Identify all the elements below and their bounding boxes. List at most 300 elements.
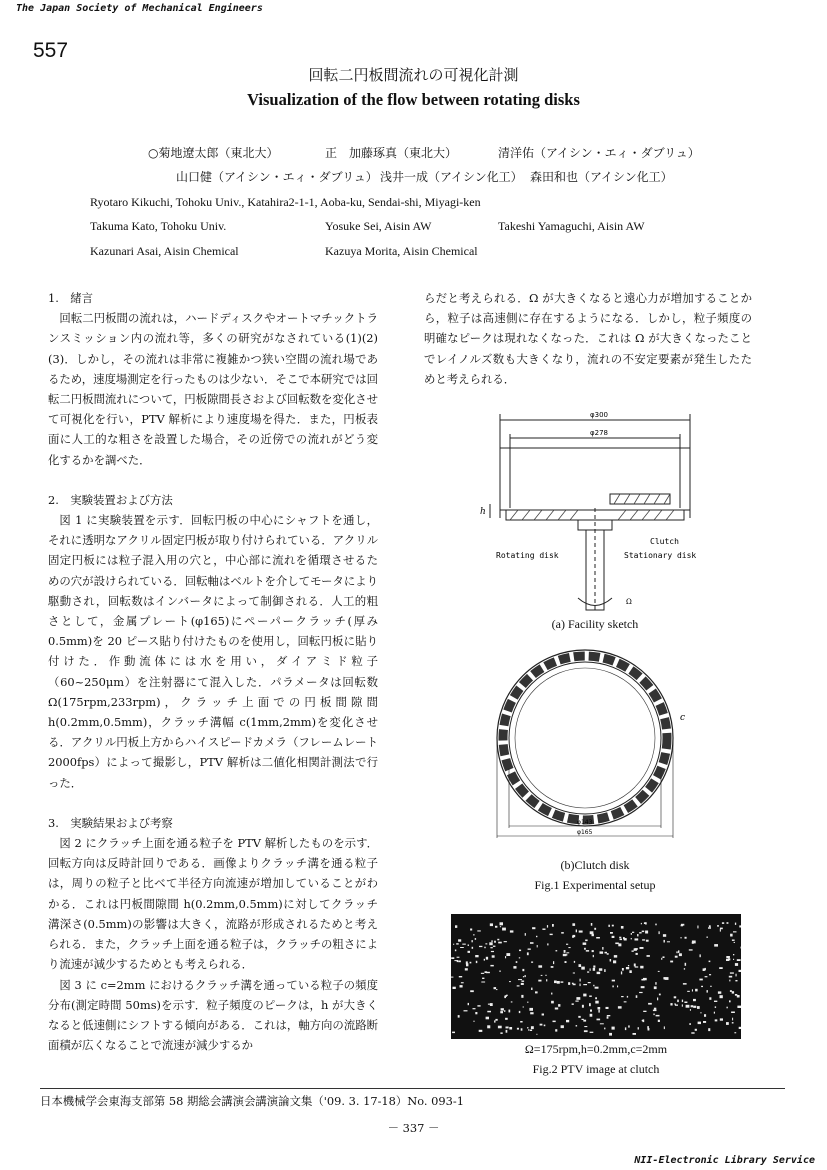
author-jp: 清洋佑（アイシン・エィ・ダブリュ） <box>498 146 700 160</box>
ptv-speckle <box>572 936 574 938</box>
author-en: Takuma Kato, Tohoku Univ. <box>90 219 227 233</box>
author-jp: 浅井一成（アイシン化工） <box>380 170 523 184</box>
ptv-speckle <box>642 1020 644 1021</box>
paper-id: 557 <box>33 39 69 62</box>
ptv-speckle <box>654 986 657 989</box>
ptv-speckle <box>572 983 574 984</box>
ptv-speckle <box>684 968 685 969</box>
ptv-speckle <box>596 937 600 939</box>
ptv-speckle <box>590 1032 594 1033</box>
author-en: Ryotaro Kikuchi, Tohoku Univ., Katahira2-1-1, Aoba-ku, Sendai-shi, Miyagi-ken <box>90 195 481 209</box>
ptv-speckle <box>639 992 643 993</box>
ptv-speckle <box>509 1010 511 1013</box>
ptv-speckle <box>726 1022 729 1025</box>
ptv-speckle <box>678 950 679 953</box>
ptv-speckle <box>558 1004 560 1007</box>
ptv-speckle <box>593 966 595 968</box>
ptv-speckle <box>566 954 567 956</box>
ptv-speckle <box>600 951 604 953</box>
ptv-speckle <box>689 949 693 950</box>
ptv-speckle <box>736 974 737 977</box>
ptv-speckle <box>568 947 570 948</box>
ptv-speckle <box>624 1001 627 1002</box>
ptv-speckle <box>470 929 472 931</box>
ptv-speckle <box>615 943 619 945</box>
ptv-speckle <box>595 987 599 989</box>
ptv-speckle <box>676 951 677 953</box>
ptv-speckle <box>486 957 488 960</box>
ptv-speckle <box>701 986 703 987</box>
ptv-speckle <box>531 988 532 990</box>
ptv-speckle <box>510 930 514 932</box>
ptv-speckle <box>555 1008 558 1010</box>
ptv-speckle <box>517 1028 519 1030</box>
ptv-speckle <box>700 1012 701 1013</box>
ptv-speckle <box>582 1005 584 1008</box>
ptv-speckle <box>710 986 711 987</box>
ptv-speckle <box>506 953 510 956</box>
ptv-speckle <box>547 925 548 928</box>
ptv-speckle <box>580 979 581 982</box>
ptv-speckle <box>599 968 602 971</box>
ptv-speckle <box>527 1002 528 1003</box>
ptv-speckle <box>739 925 741 927</box>
ptv-speckle <box>490 923 493 926</box>
ptv-speckle <box>491 940 492 942</box>
paragraph: 回転二円板間の流れは，ハードディスクやオートマチックトランスミッション内の流れ等，多くの研究がなされている(1)(2)(3)．しかし，その流れは非常に複雑かつ狭い空間の流れ場であるため，速度場測定を行ったものは少ない．そこで本研究では回転二円板間流れについて，円板隙間長さおよび回転数を変化させて可視化を行い，PTV 解析により速度場を得た．また，円板表面に人工的な粗さを設置した場合，その近傍での流れがどう変化するかを調べた． <box>48 311 378 467</box>
ptv-speckle <box>464 1010 468 1011</box>
ptv-speckle <box>612 986 613 988</box>
ptv-speckle <box>664 1026 665 1029</box>
ptv-speckle <box>494 941 496 943</box>
ptv-speckle <box>588 982 591 983</box>
ptv-speckle <box>679 953 682 956</box>
ptv-speckle <box>641 986 645 988</box>
ptv-speckle <box>462 944 466 945</box>
ptv-speckle <box>600 1023 604 1024</box>
ptv-speckle <box>593 955 594 957</box>
ptv-speckle <box>707 937 708 938</box>
ptv-speckle <box>682 1004 683 1006</box>
ptv-speckle <box>715 1006 716 1008</box>
ptv-speckle <box>709 961 711 963</box>
ptv-speckle <box>538 980 541 982</box>
ptv-speckle <box>579 964 582 967</box>
ptv-speckle <box>674 1004 676 1005</box>
ptv-speckle <box>495 1019 497 1021</box>
ptv-speckle <box>470 962 472 964</box>
ptv-speckle <box>734 1032 736 1033</box>
ptv-speckle <box>541 975 543 976</box>
ptv-speckle <box>612 925 614 927</box>
ptv-speckle <box>521 983 524 985</box>
ptv-speckle <box>557 981 560 984</box>
ptv-speckle <box>574 961 575 963</box>
ptv-speckle <box>665 977 669 980</box>
ptv-speckle <box>561 1025 564 1028</box>
ptv-speckle <box>663 934 666 937</box>
ptv-speckle <box>590 968 591 971</box>
ptv-speckle <box>523 976 524 977</box>
ptv-speckle <box>468 951 471 953</box>
ptv-speckle <box>739 1027 741 1029</box>
ptv-speckle <box>735 923 736 925</box>
ptv-speckle <box>704 1014 706 1017</box>
ptv-speckle <box>695 1029 697 1031</box>
ptv-speckle <box>468 1003 469 1005</box>
ptv-speckle <box>657 998 658 1001</box>
ptv-speckle <box>610 959 612 962</box>
ptv-speckle <box>513 966 516 969</box>
ptv-speckle <box>527 952 529 955</box>
ptv-speckle <box>642 939 645 940</box>
ptv-speckle <box>554 981 557 984</box>
ptv-speckle <box>590 1010 592 1012</box>
ptv-speckle <box>693 1006 696 1008</box>
ptv-speckle <box>465 968 468 970</box>
ptv-speckle <box>729 1000 731 1002</box>
ptv-speckle <box>456 943 459 944</box>
ptv-speckle <box>470 990 474 992</box>
ptv-speckle <box>572 1003 574 1005</box>
ptv-speckle <box>583 943 587 945</box>
ptv-speckle <box>466 961 468 964</box>
ptv-speckle <box>525 975 526 977</box>
ptv-speckle <box>732 1022 734 1023</box>
ptv-speckle <box>468 945 469 946</box>
omega-label: Ω <box>626 598 632 606</box>
dim-278-label: φ278 <box>590 429 608 437</box>
dim-300-label: φ300 <box>590 411 608 419</box>
ptv-speckle <box>493 946 496 947</box>
ptv-speckle <box>472 947 474 949</box>
ptv-speckle <box>553 1021 556 1023</box>
ptv-speckle <box>491 951 494 952</box>
dim-165-label: φ165 <box>577 829 593 836</box>
ptv-speckle <box>705 968 706 971</box>
caption-fig1: Fig.1 Experimental setup <box>534 878 656 892</box>
author-jp: 山口健（アイシン・エィ・ダブリュ） <box>176 170 378 184</box>
ptv-speckle <box>455 925 457 928</box>
ptv-speckle <box>591 923 593 926</box>
ptv-speckle <box>697 1006 700 1009</box>
ptv-speckle <box>519 950 521 952</box>
ptv-speckle <box>459 976 462 977</box>
ptv-speckle <box>531 1026 534 1029</box>
ptv-speckle <box>473 1008 476 1009</box>
ptv-speckle <box>691 1005 694 1007</box>
ptv-speckle <box>498 1026 502 1029</box>
ptv-speckle <box>739 970 742 972</box>
ptv-speckle <box>722 922 724 924</box>
ptv-speckle <box>735 994 737 996</box>
ptv-speckle <box>495 926 497 928</box>
ptv-speckle <box>522 969 524 971</box>
gap-h-label: h <box>480 507 486 517</box>
dim-143-label: φ143 <box>577 819 593 826</box>
ptv-speckle <box>715 1019 718 1021</box>
ptv-speckle <box>656 1015 660 1017</box>
ptv-speckle <box>602 947 603 950</box>
ptv-speckle <box>484 959 485 961</box>
ptv-speckle <box>540 1024 543 1026</box>
ptv-speckle <box>580 984 581 987</box>
society-header: The Japan Society of Mechanical Engineers <box>16 3 263 14</box>
ptv-speckle <box>635 966 639 967</box>
ptv-speckle <box>614 955 617 958</box>
ptv-speckle <box>494 987 497 989</box>
ptv-speckle <box>737 959 741 961</box>
ptv-speckle <box>496 989 497 990</box>
ptv-speckle <box>653 1010 657 1012</box>
ptv-speckle <box>578 1016 580 1018</box>
ptv-speckle <box>720 929 721 932</box>
ptv-speckle <box>590 1014 593 1017</box>
title-japanese: 回転二円板間流れの可視化計測 <box>308 66 519 84</box>
ptv-speckle <box>717 925 719 926</box>
ptv-speckle <box>648 1003 652 1005</box>
ptv-speckle <box>691 1032 694 1033</box>
ptv-speckle <box>692 989 693 991</box>
ptv-speckle <box>576 997 580 1000</box>
ptv-speckle <box>527 1027 529 1028</box>
ptv-speckle <box>542 1014 544 1016</box>
ptv-speckle <box>518 979 522 980</box>
ptv-speckle <box>561 981 564 982</box>
ptv-speckle <box>544 1025 546 1027</box>
ptv-speckle <box>636 995 638 998</box>
ptv-speckle <box>542 929 545 930</box>
left-column <box>48 288 378 1055</box>
ptv-speckle <box>564 950 566 953</box>
ptv-speckle <box>583 994 586 997</box>
ptv-speckle <box>621 971 622 974</box>
ptv-speckle <box>643 978 646 980</box>
ptv-speckle <box>475 1012 477 1014</box>
ptv-speckle <box>684 1002 687 1004</box>
ptv-speckle <box>658 1020 660 1022</box>
ptv-speckle <box>622 968 624 971</box>
ptv-speckle <box>509 981 511 982</box>
ptv-speckle <box>606 1007 609 1009</box>
ptv-speckle <box>729 976 732 978</box>
ptv-speckle <box>697 926 698 929</box>
ptv-speckle <box>550 934 553 935</box>
ptv-speckle <box>625 1027 626 1030</box>
section-title: 3. 実験結果および考察 <box>48 815 173 830</box>
ptv-speckle <box>732 1018 733 1021</box>
ptv-speckle <box>457 960 458 962</box>
ptv-speckle <box>727 922 729 924</box>
ptv-speckle <box>617 986 618 988</box>
ptv-speckle <box>475 938 476 940</box>
ptv-speckle <box>640 966 643 969</box>
proceedings-footer: 日本機械学会東海支部第 58 期総会講演会講演論文集（'09. 3. 17-18）No. 093-1 <box>40 1094 465 1108</box>
ptv-speckle <box>732 940 735 941</box>
ptv-speckle <box>645 931 648 934</box>
ptv-speckle <box>519 957 520 958</box>
ptv-speckle <box>733 931 737 932</box>
ptv-speckle <box>521 995 523 998</box>
ptv-speckle <box>590 931 594 934</box>
ptv-speckle <box>730 990 732 992</box>
ptv-speckle <box>683 983 687 985</box>
page-number: － 337 － <box>387 1121 440 1135</box>
ptv-speckle <box>529 1008 533 1011</box>
ptv-speckle <box>479 1030 483 1032</box>
ptv-speckle <box>477 1005 480 1006</box>
ptv-speckle <box>455 950 456 952</box>
ptv-speckle <box>682 1000 683 1003</box>
ptv-speckle <box>653 1014 654 1016</box>
ptv-speckle <box>633 1033 637 1035</box>
ptv-speckle <box>609 1033 612 1036</box>
ptv-speckle <box>608 925 610 927</box>
ptv-speckle <box>612 936 615 938</box>
ptv-speckle <box>705 976 708 977</box>
ptv-speckle <box>458 1015 460 1018</box>
ptv-speckle <box>477 930 481 931</box>
ptv-speckle <box>576 930 577 933</box>
ptv-speckle <box>670 1003 672 1005</box>
ptv-speckle <box>621 926 624 929</box>
ptv-speckle <box>457 957 460 958</box>
ptv-speckle <box>452 1032 455 1034</box>
ptv-speckle <box>598 1010 599 1013</box>
ptv-speckle <box>536 936 537 937</box>
ptv-speckle <box>517 985 520 986</box>
ptv-speckle <box>504 1010 505 1012</box>
ptv-speckle <box>692 941 696 944</box>
caption-facility-sketch: (a) Facility sketch <box>551 617 639 631</box>
ptv-speckle <box>681 924 684 926</box>
ptv-speckle <box>693 999 696 1001</box>
ptv-speckle <box>553 961 554 964</box>
ptv-speckle <box>593 968 595 971</box>
title-english: Visualization of the flow between rotating disks <box>247 90 580 109</box>
ptv-speckle <box>561 932 564 934</box>
ptv-speckle <box>500 1011 503 1013</box>
ptv-speckle <box>566 952 569 953</box>
section-title: 1. 緒言 <box>48 291 94 305</box>
ptv-speckle <box>636 953 638 955</box>
ptv-speckle <box>584 1026 587 1027</box>
ptv-speckle <box>604 1028 605 1030</box>
paragraph: 図 1 に実験装置を示す．回転円板の中心にシャフトを通し，それに透明なアクリル固定円板が取り付けられている．アクリル固定円板には粒子混入用の穴と，中心部に流れを循環させるための穴が設けられている．回転軸はベルトを介してモータにより駆動され，回転数はインバータによって制御される．人工的粗さとして，金属プレート(φ165)にペーパークラッチ(厚み 0.5mm)を 20 ピース貼り付けたものを使用し，回転円板に貼り付けた．作動流体には水を用い，ダイアミド粒子（60~250μm）を注射器にて混入した．パラメータは回転数 Ω(175rpm,233rpm)，クラッチ上面での円板間隙間 h(0.2mm,0.5mm)，クラッチ溝幅 c(1mm,2mm)を変化させる．アクリル円板上方からハイスピードカメラ（フレームレート 2000fps）によって撮影し，PTV 解析は二値化相関計測法で行った． <box>48 513 378 790</box>
ptv-speckle <box>677 1000 679 1003</box>
author-jp: 森田和也（アイシン化工） <box>530 170 673 184</box>
ptv-speckle <box>733 959 734 960</box>
ptv-speckle <box>563 954 567 956</box>
ptv-speckle <box>475 955 478 957</box>
ptv-speckle <box>586 950 589 952</box>
ptv-speckle <box>741 947 742 949</box>
ptv-speckle <box>547 943 548 945</box>
ptv-speckle <box>506 1027 509 1029</box>
ptv-speckle <box>500 1032 502 1034</box>
ptv-image <box>451 914 741 1039</box>
ptv-speckle <box>607 1017 609 1019</box>
ptv-speckle <box>453 944 454 945</box>
ptv-speckle <box>487 1025 490 1028</box>
ptv-speckle <box>628 965 629 966</box>
ptv-speckle <box>641 923 642 924</box>
right-column <box>424 288 752 389</box>
ptv-speckle <box>451 957 454 959</box>
caption-clutch-disk: (b)Clutch disk <box>560 858 630 872</box>
ptv-speckle <box>484 947 485 949</box>
ptv-speckle <box>582 1019 584 1020</box>
ptv-speckle <box>718 991 721 993</box>
ptv-speckle <box>505 956 506 958</box>
ptv-speckle <box>695 989 698 992</box>
ptv-speckle <box>473 1021 474 1022</box>
ptv-speckle <box>531 962 533 963</box>
ptv-speckle <box>458 961 461 963</box>
ptv-speckle <box>709 997 711 1000</box>
ptv-speckle <box>536 1034 537 1035</box>
ptv-speckle <box>566 1020 569 1022</box>
ptv-speckle <box>500 926 501 927</box>
ptv-speckle <box>589 996 592 997</box>
ptv-speckle <box>655 982 656 985</box>
ptv-speckle <box>730 934 733 937</box>
ptv-speckle <box>530 942 534 944</box>
ptv-speckle <box>485 971 488 973</box>
paragraph: 図 3 に c=2mm におけるクラッチ溝を通っている粒子の頻度分布(測定時間 50ms)を示す．粒子頻度のピークは，h が大きくなると低速側にシフトする傾向がある．これは，軸方向の流路断面積が広くなることで流速が減少するか <box>48 977 378 1053</box>
ptv-speckle <box>565 961 567 963</box>
ptv-speckle <box>700 954 701 957</box>
ptv-speckle <box>552 924 554 927</box>
ptv-speckle <box>583 984 587 985</box>
ptv-speckle <box>501 1008 504 1010</box>
ptv-speckle <box>482 978 484 979</box>
ptv-speckle <box>612 1027 615 1030</box>
ptv-speckle <box>719 967 723 969</box>
ptv-speckle <box>664 940 665 943</box>
ptv-speckle <box>460 947 464 948</box>
ptv-speckle <box>486 1017 489 1020</box>
ptv-speckle <box>521 981 524 982</box>
ptv-speckle <box>584 1030 588 1032</box>
ptv-speckle <box>623 937 625 939</box>
ptv-speckle <box>690 1009 691 1011</box>
ptv-speckle <box>575 1001 578 1002</box>
ptv-speckle <box>689 1023 690 1025</box>
ptv-speckle <box>632 932 634 933</box>
ptv-speckle <box>613 960 616 963</box>
ptv-speckle <box>663 956 665 958</box>
ptv-speckle <box>659 994 661 996</box>
ptv-speckle <box>604 969 605 972</box>
ptv-speckle <box>685 937 687 939</box>
ptv-speckle <box>519 1011 521 1013</box>
ptv-speckle <box>555 1029 557 1031</box>
ptv-speckle <box>595 1001 598 1004</box>
author-en: Kazunari Asai, Aisin Chemical <box>90 244 239 258</box>
ptv-speckle <box>703 1021 706 1023</box>
ptv-speckle <box>530 1012 533 1014</box>
ptv-speckle <box>545 975 546 976</box>
ptv-speckle <box>489 942 492 945</box>
ptv-speckle <box>680 937 682 938</box>
ptv-speckle <box>670 961 673 963</box>
ptv-speckle <box>628 1025 630 1027</box>
ptv-speckle <box>453 987 456 989</box>
ptv-speckle <box>576 1025 578 1026</box>
ptv-speckle <box>592 950 594 952</box>
ptv-speckle <box>451 977 453 978</box>
